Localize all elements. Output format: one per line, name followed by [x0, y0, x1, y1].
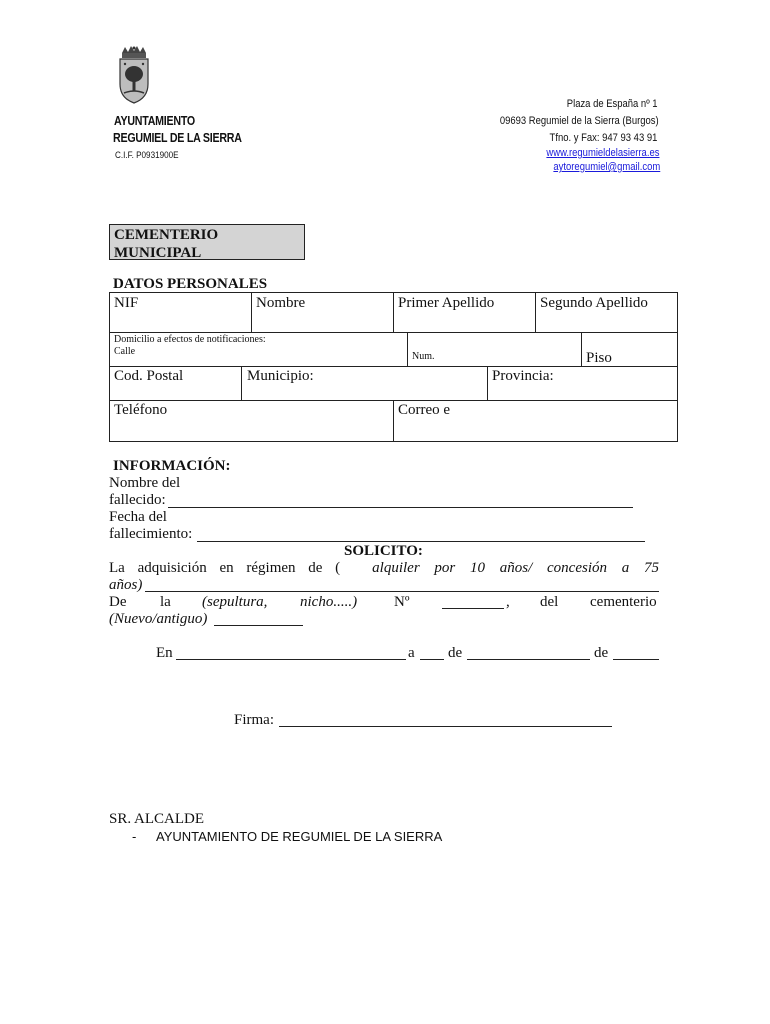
numero-symbol: Nº: [394, 594, 410, 610]
solicito-line1: [109, 560, 659, 577]
nombre-fallecido-input[interactable]: [168, 493, 633, 508]
ayuntamiento-recipient: AYUNTAMIENTO DE REGUMIEL DE LA SIERRA: [156, 829, 443, 844]
nombre-fallecido-label-2: fallecido:: [109, 492, 166, 508]
cementerio-tipo-input[interactable]: [214, 612, 303, 626]
calle-field[interactable]: Calle: [114, 346, 136, 357]
primer-apellido-field[interactable]: Primer Apellido: [398, 295, 495, 311]
website-link[interactable]: www.regumieldelasierra.es: [545, 147, 659, 159]
fecha-fallecimiento-label-1: Fecha del: [109, 509, 167, 525]
solicito-line4: (Nuevo/antiguo): [109, 611, 208, 627]
numero-input[interactable]: [442, 595, 504, 609]
datos-personales-heading: DATOS PERSONALES: [113, 276, 268, 292]
num-field[interactable]: Num.: [412, 351, 435, 362]
dia-input[interactable]: [420, 646, 444, 660]
domicilio-label: Domicilio a efectos de notificaciones:: [114, 334, 266, 345]
form-title-line1: CEMENTERIO: [114, 227, 219, 243]
del-word: del: [540, 594, 559, 610]
form-title-line2: MUNICIPAL: [114, 245, 202, 261]
firma-label: Firma:: [234, 712, 274, 728]
de-label-2: de: [594, 645, 609, 661]
cod-postal-field[interactable]: Cod. Postal: [114, 368, 184, 384]
la-word: la: [160, 594, 171, 610]
cementerio-word: cementerio: [590, 594, 657, 610]
cif-number: C.I.F. P0931900E: [115, 150, 179, 160]
piso-field[interactable]: Piso: [586, 350, 612, 366]
nif-field[interactable]: NIF: [114, 295, 139, 311]
correo-field[interactable]: Correo e: [398, 402, 451, 418]
regimen-input[interactable]: [145, 578, 659, 592]
contact-phone: Tfno. y Fax: 947 93 43 91: [549, 132, 657, 144]
contact-address: Plaza de España nº 1: [567, 98, 658, 110]
de-word: De: [109, 594, 127, 610]
personal-data-table: [109, 292, 678, 442]
en-label: En: [156, 645, 173, 661]
nicho-word: nicho.....): [300, 594, 358, 610]
alcalde-label: SR. ALCALDE: [109, 811, 205, 827]
fecha-fallecimiento-input[interactable]: [197, 527, 645, 542]
mes-input[interactable]: [467, 646, 590, 660]
a-label: a: [408, 645, 415, 661]
org-name-line1: AYUNTAMIENTO: [114, 113, 195, 128]
telefono-field[interactable]: Teléfono: [114, 402, 168, 418]
sepultura-word: (sepultura,: [202, 594, 268, 610]
informacion-heading: INFORMACIÓN:: [113, 458, 231, 474]
form-title-box: [109, 224, 305, 260]
solicito-line2: años): [109, 577, 143, 593]
solicito-line1-regular: La adquisición en régimen de (: [109, 560, 341, 576]
lugar-input[interactable]: [176, 646, 406, 660]
email-link[interactable]: aytoregumiel@gmail.com: [553, 161, 660, 173]
firma-input[interactable]: [279, 713, 612, 727]
provincia-field[interactable]: Provincia:: [492, 368, 554, 384]
solicito-line1-italic: alquiler por 10 años/ concesión a 75: [372, 560, 659, 576]
org-name-line2: REGUMIEL DE LA SIERRA: [113, 130, 242, 145]
municipio-field[interactable]: Municipio:: [247, 368, 314, 384]
contact-postal: 09693 Regumiel de la Sierra (Burgos): [500, 115, 659, 127]
solicito-heading: SOLICITO:: [344, 543, 423, 559]
segundo-apellido-field[interactable]: Segundo Apellido: [540, 295, 648, 311]
list-dash: -: [132, 829, 137, 844]
nombre-fallecido-label-1: Nombre del: [109, 475, 181, 491]
nombre-field[interactable]: Nombre: [256, 295, 306, 311]
comma: ,: [506, 594, 510, 610]
fecha-fallecimiento-label-2: fallecimiento:: [109, 526, 193, 542]
de-label-1: de: [448, 645, 463, 661]
anio-input[interactable]: [613, 646, 659, 660]
coat-of-arms-logo: [116, 46, 152, 104]
